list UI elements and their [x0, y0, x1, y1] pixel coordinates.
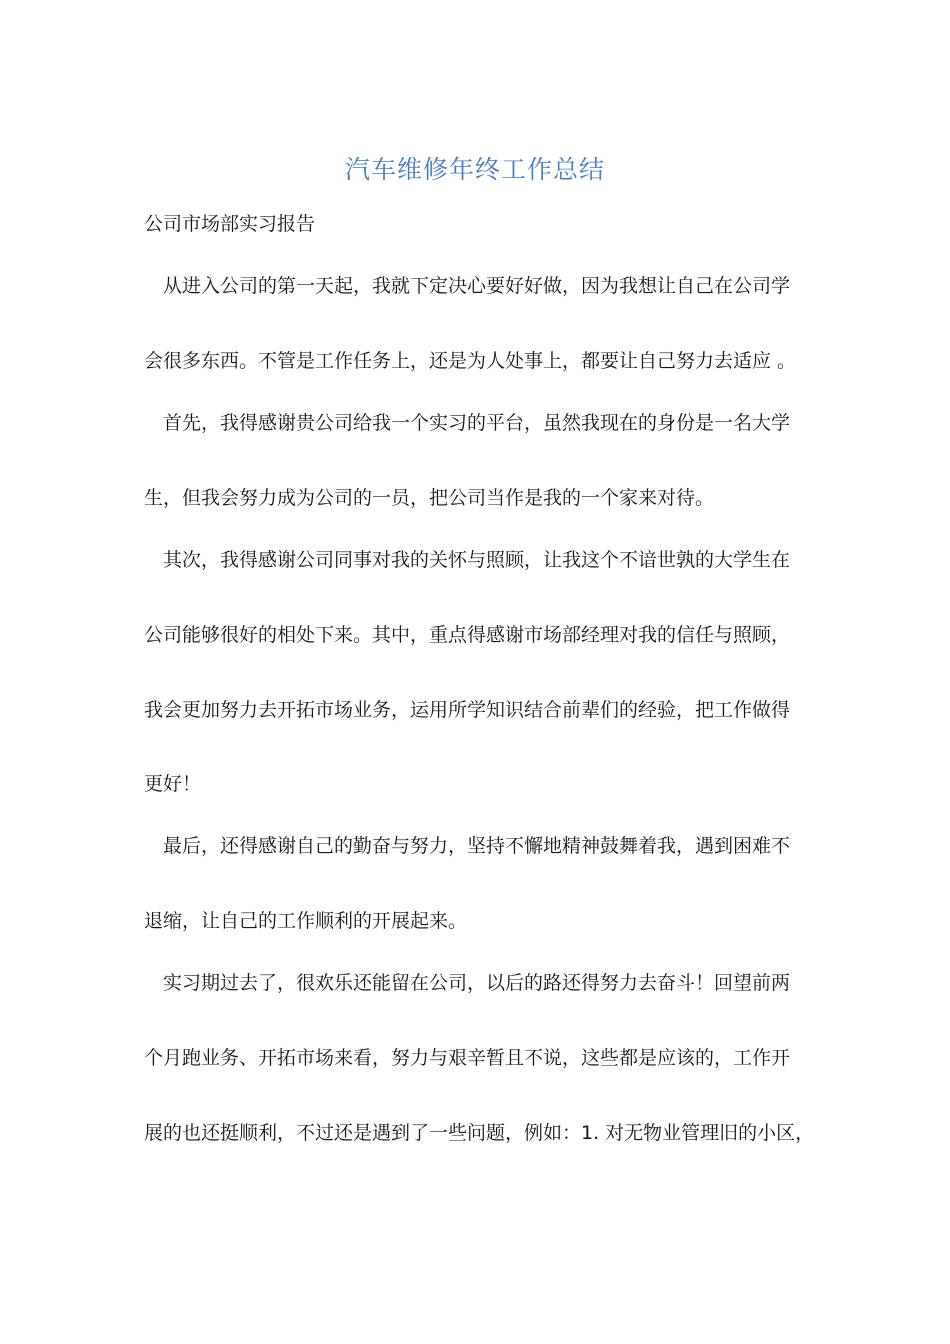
paragraph-line: 从进入公司的第一天起，我就下定决心要好好做，因为我想让自己在公司学	[163, 275, 791, 297]
paragraph-line: 退缩，让自己的工作顺利的开展起来。	[144, 910, 468, 932]
paragraph-line: 首先，我得感谢贵公司给我一个实习的平台，虽然我现在的身份是一名大学	[163, 412, 791, 434]
paragraph-line: 其次，我得感谢公司同事对我的关怀与照顾，让我这个不谙世孰的大学生在	[163, 549, 791, 571]
paragraph-line: 我会更加努力去开拓市场业务，运用所学知识结合前辈们的经验，把工作做得	[144, 699, 791, 721]
paragraph-line: 生，但我会努力成为公司的一员，把公司当作是我的一个家来对待。	[144, 487, 715, 509]
paragraph-line: 最后，还得感谢自己的勤奋与努力，坚持不懈地精神鼓舞着我，遇到困难不	[163, 835, 791, 857]
paragraph-line: 个月跑业务、开拓市场来看，努力与艰辛暂且不说，这些都是应该的，工作开	[144, 1047, 791, 1069]
paragraph-line: 会很多东西。不管是工作任务上，还是为人处事上，都要让自己努力去适应 。	[144, 350, 797, 372]
paragraph-line: 公司能够很好的相处下来。其中，重点得感谢市场部经理对我的信任与照顾，	[144, 624, 791, 646]
document-title: 汽车维修年终工作总结	[344, 155, 605, 184]
paragraph-line: 实习期过去了，很欢乐还能留在公司，以后的路还得努力去奋斗！回望前两	[163, 972, 791, 994]
paragraph-line: 更好！	[144, 773, 202, 795]
section-heading: 公司市场部实习报告	[144, 213, 316, 235]
paragraph-line: 展的也还挺顺利，不过还是遇到了一些问题，例如：1. 对无物业管理旧的小区，	[144, 1122, 815, 1144]
